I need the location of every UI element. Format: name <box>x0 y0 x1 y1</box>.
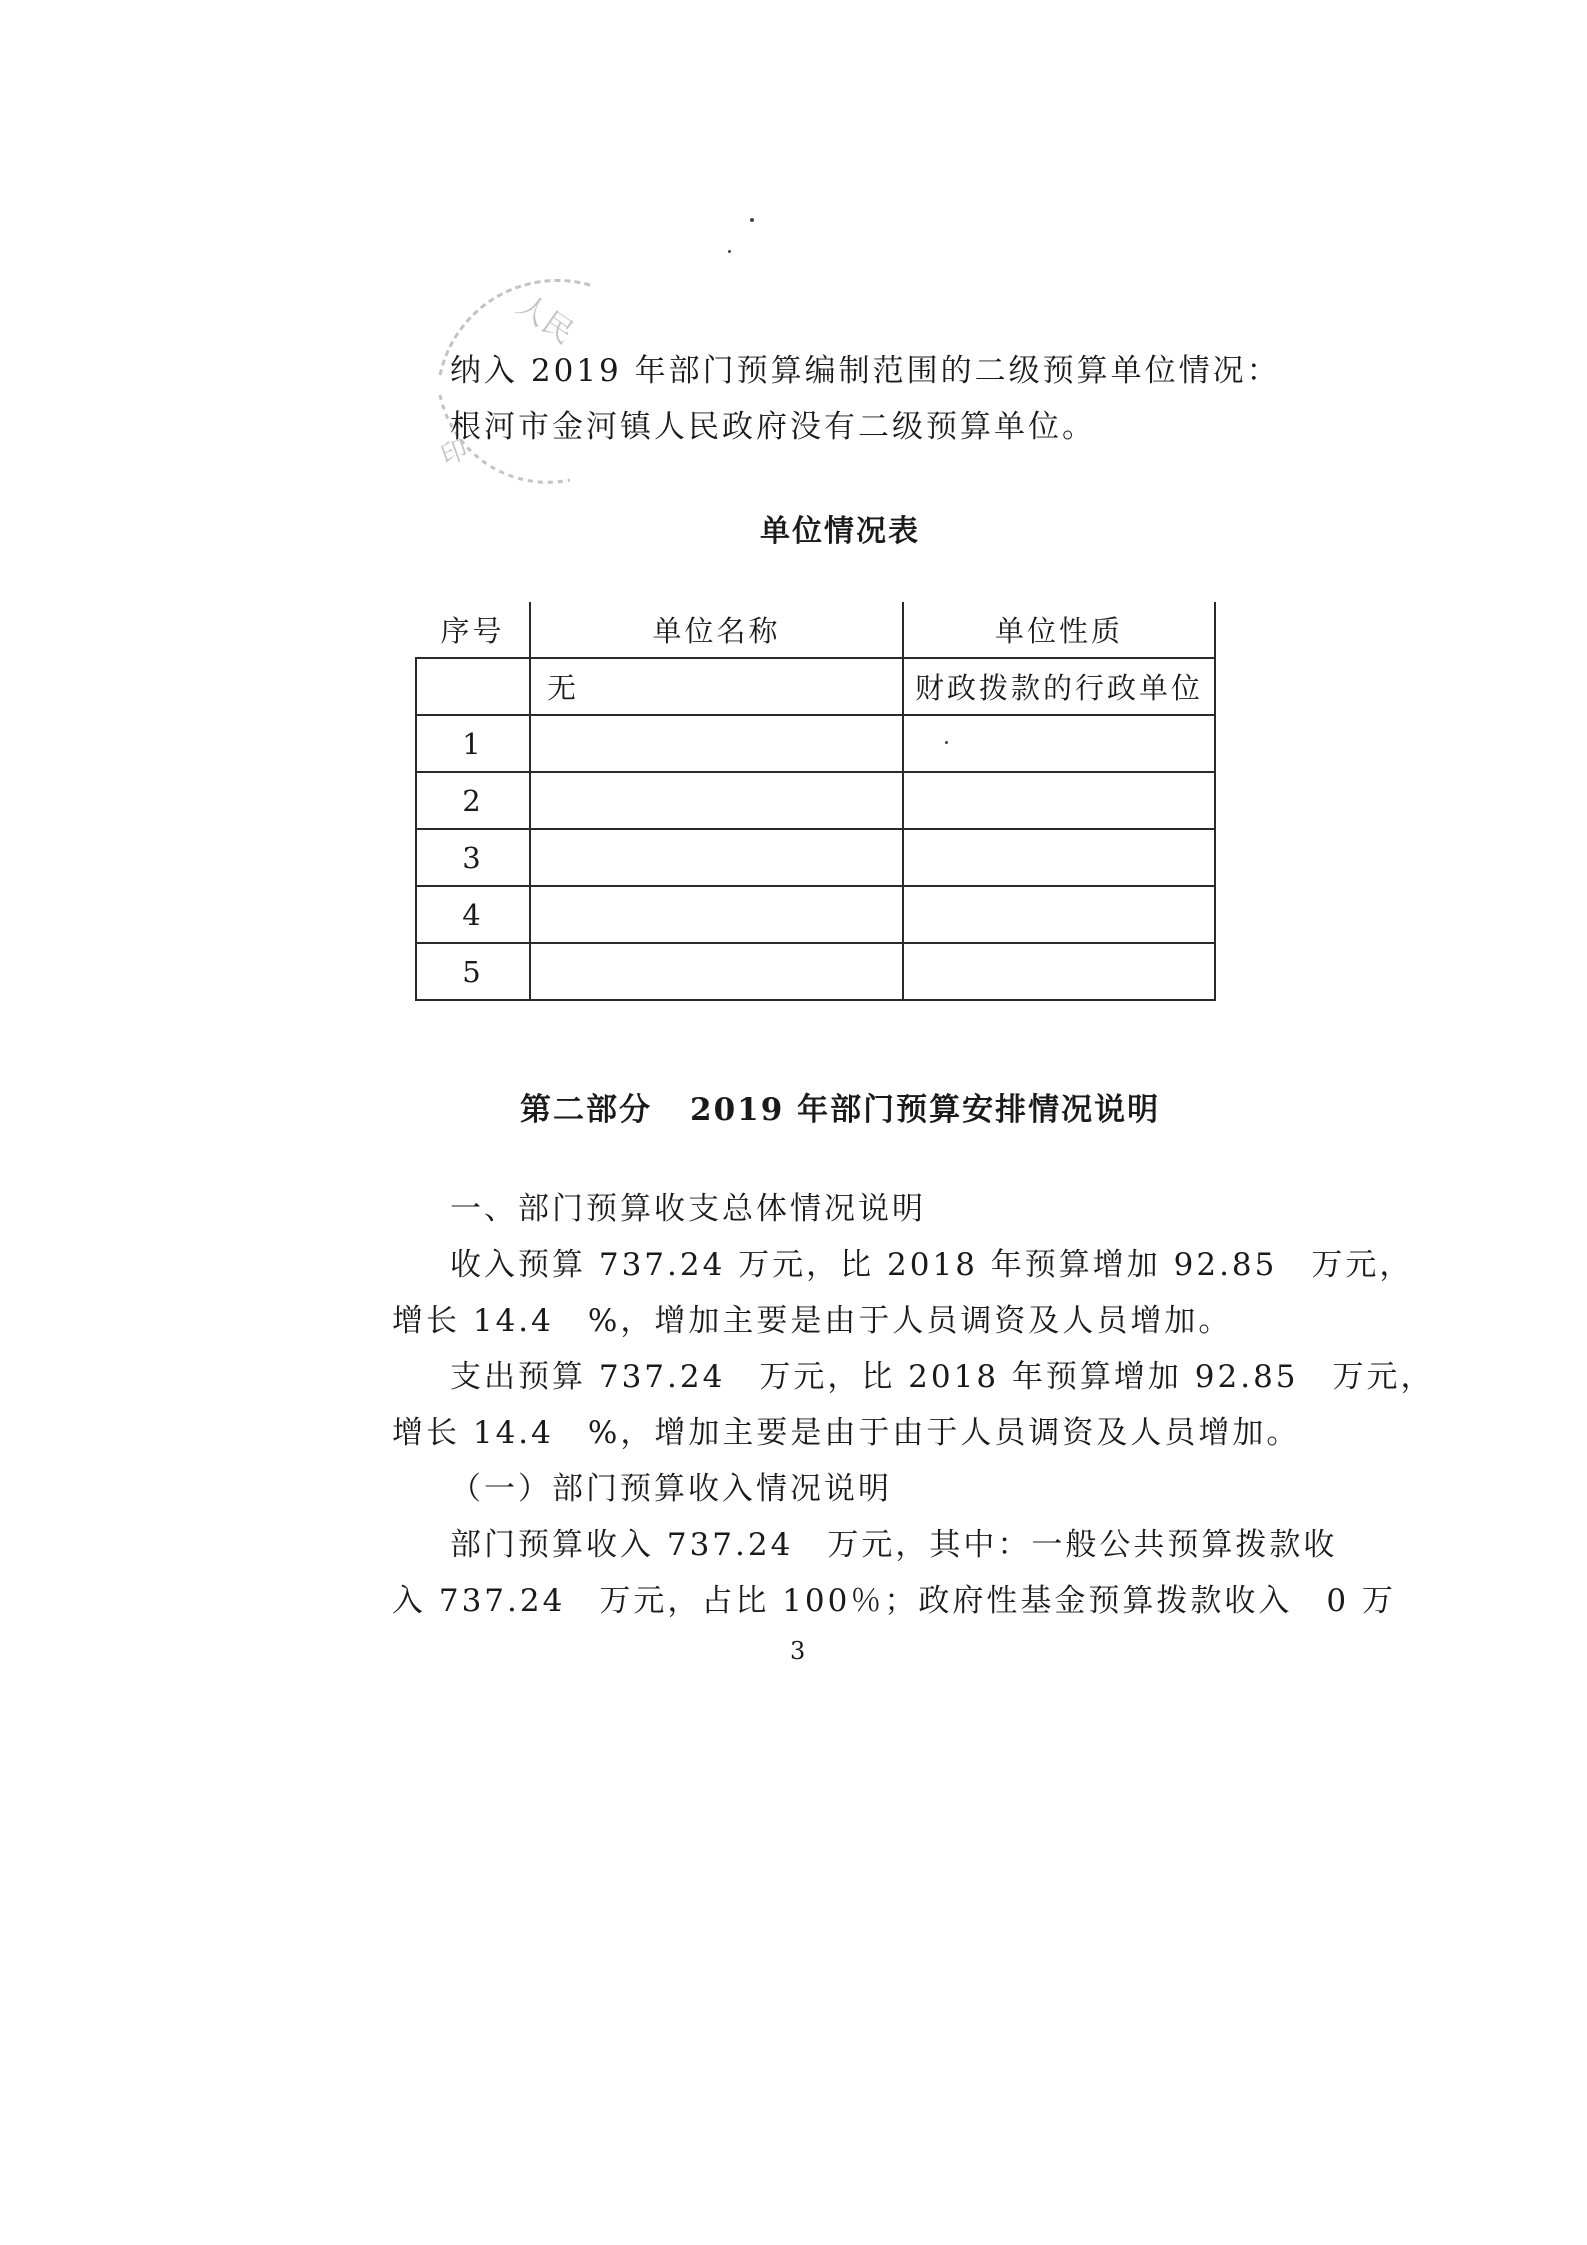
cell-unit-name <box>530 772 903 829</box>
table-row <box>416 943 1215 1000</box>
expense-line-2: 增长 14.4 %，增加主要是由于由于人员调资及人员增加。 <box>392 1415 1301 1451</box>
cell-index: 1 <box>416 715 530 772</box>
income-line-2: 增长 14.4 %，增加主要是由于人员调资及人员增加。 <box>392 1303 1233 1339</box>
cell-index: 2 <box>416 772 530 829</box>
table-row <box>416 772 1215 829</box>
scan-speck <box>728 250 731 253</box>
revenue-line-2: 入 737.24 万元，占比 100％；政府性基金预算拨款收入 0 万 <box>392 1583 1396 1619</box>
table-row <box>416 658 1215 715</box>
table-row <box>416 829 1215 886</box>
cell-unit-nature: 财政拨款的行政单位 <box>903 658 1215 715</box>
section-title-part: 第二部分 <box>520 1092 652 1128</box>
cell-index: 4 <box>416 886 530 943</box>
svg-text:人民: 人民 <box>510 287 580 351</box>
intro-line-1: 纳入 2019 年部门预算编制范围的二级预算单位情况： <box>450 353 1281 389</box>
expense-line-1: 支出预算 737.24 万元，比 2018 年预算增加 92.85 万元， <box>450 1359 1435 1395</box>
cell-unit-name: 无 <box>530 658 903 715</box>
table-title: 单位情况表 <box>760 514 920 549</box>
unit-situation-table <box>415 602 1216 1001</box>
header-unit-name: 单位名称 <box>530 602 903 658</box>
page-number: 3 <box>790 1637 807 1665</box>
cell-unit-name <box>530 886 903 943</box>
scan-speck <box>750 218 754 222</box>
cell-unit-name <box>530 715 903 772</box>
subheading-budget-overview: 一、部门预算收支总体情况说明 <box>450 1191 926 1227</box>
cell-unit-nature <box>903 829 1215 886</box>
revenue-line-1: 部门预算收入 737.24 万元，其中：一般公共预算拨款收 <box>450 1527 1338 1563</box>
intro-line-2: 根河市金河镇人民政府没有二级预算单位。 <box>450 409 1096 445</box>
cell-index <box>416 658 530 715</box>
svg-text:印: 印 <box>437 434 472 472</box>
cell-unit-name <box>530 943 903 1000</box>
cell-unit-nature <box>903 772 1215 829</box>
header-unit-nature: 单位性质 <box>903 602 1215 658</box>
cell-unit-nature <box>903 715 1215 772</box>
header-index: 序号 <box>416 602 530 658</box>
section-title-text: 2019 年部门预算安排情况说明 <box>690 1092 1161 1128</box>
table-row <box>416 715 1215 772</box>
table-row <box>416 886 1215 943</box>
income-line-1: 收入预算 737.24 万元，比 2018 年预算增加 92.85 万元， <box>450 1247 1414 1283</box>
cell-unit-nature <box>903 943 1215 1000</box>
cell-index: 5 <box>416 943 530 1000</box>
cell-index: 3 <box>416 829 530 886</box>
subheading-revenue: （一）部门预算收入情况说明 <box>450 1471 892 1507</box>
table-header-row <box>416 602 1215 658</box>
cell-unit-nature <box>903 886 1215 943</box>
cell-unit-name <box>530 829 903 886</box>
